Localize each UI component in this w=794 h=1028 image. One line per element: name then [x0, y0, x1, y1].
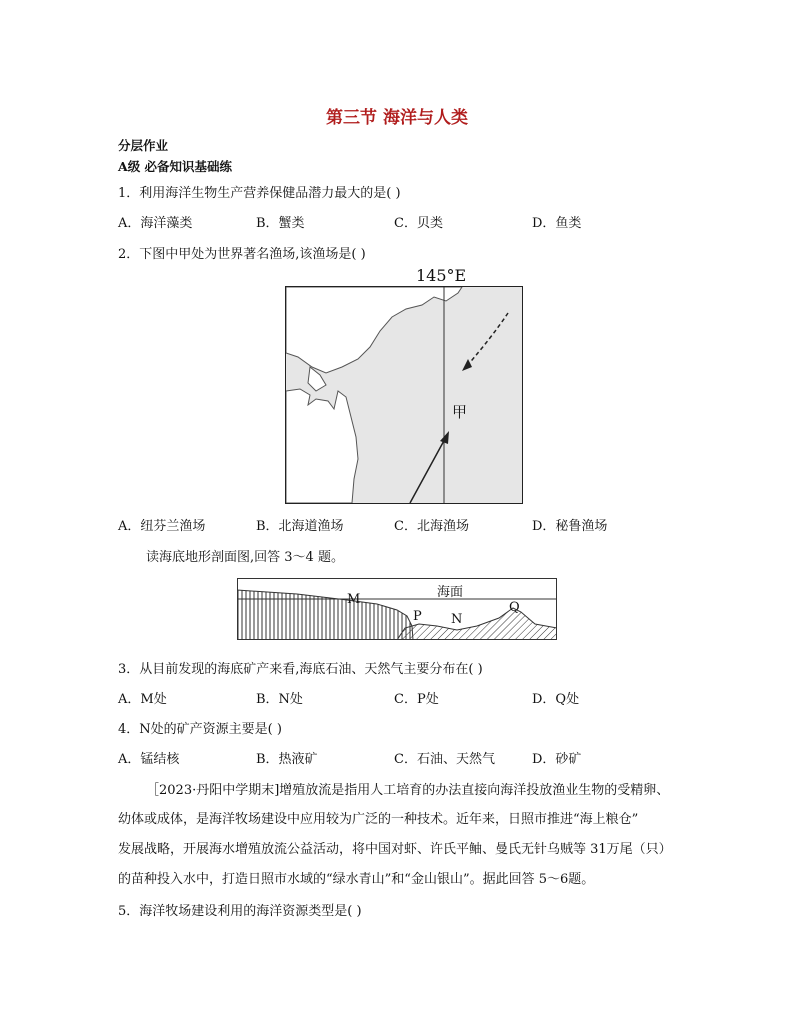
honshu-land: [286, 389, 358, 503]
q4-option-d: D．砂矿: [532, 752, 582, 767]
section-heading: 分层作业: [118, 138, 169, 153]
q3-option-a: A．M处: [118, 692, 167, 707]
point-jia-label: 甲: [452, 403, 468, 421]
current-arrow: [466, 313, 508, 367]
profile-label-q: Q: [509, 600, 520, 615]
q3-option-d: D．Q处: [532, 692, 580, 707]
q2-option-a: A．纽芬兰渔场: [118, 519, 206, 534]
question-5-stem: 5．海洋牧场建设利用的海洋资源类型是( ): [118, 904, 362, 919]
map-drawing: [286, 287, 522, 503]
profile-label-p: P: [413, 609, 422, 624]
q2-option-d: D．秘鲁渔场: [532, 519, 608, 534]
level-heading: A级 必备知识基础练: [118, 159, 233, 174]
q3-option-c: C．P处: [394, 692, 439, 707]
profile-label-n: N: [451, 612, 463, 627]
question-2-stem: 2．下图中甲处为世界著名渔场,该渔场是( ): [118, 247, 366, 262]
q1-option-b: B．蟹类: [256, 216, 305, 231]
q3-option-b: B．N处: [256, 692, 303, 707]
profile-label-m: M: [347, 592, 361, 607]
page-title: 第三节 海洋与人类: [326, 108, 468, 128]
q2-option-c: C．北海渔场: [394, 519, 469, 534]
q1-option-d: D．鱼类: [532, 216, 582, 231]
q4-option-a: A．锰结核: [118, 752, 180, 767]
pointer-arrow: [410, 437, 446, 503]
intro-3-4: 读海底地形剖面图,回答 3～4 题。: [146, 550, 344, 565]
longitude-label: 145°E: [416, 266, 467, 285]
q4-option-b: B．热液矿: [256, 752, 318, 767]
question-3-stem: 3．从目前发现的海底矿产来看,海底石油、天然气主要分布在( ): [118, 662, 483, 677]
passage-line-3: 发展战略，开展海水增殖放流公益活动，将中国对虾、许氏平鲉、曼氏无针乌贼等 31万尾（只）: [118, 842, 672, 857]
hokkaido-land: [286, 287, 462, 373]
question-4-stem: 4．N处的矿产资源主要是( ): [118, 722, 282, 737]
seabed-profile: [237, 578, 557, 640]
passage-line-1: ［2023·丹阳中学期末]增殖放流是指用人工培育的办法直接向海洋投放渔业生物的受精卵、: [146, 783, 670, 798]
current-arrowhead: [462, 359, 472, 371]
passage-line-4: 的苗种投入水中，打造日照市水域的“绿水青山”和“金山银山”。据此回答 5～6题。: [118, 872, 595, 887]
q2-option-b: B．北海道渔场: [256, 519, 344, 534]
q4-option-c: C．石油、天然气: [394, 752, 495, 767]
fishing-ground-map: [285, 286, 523, 504]
q1-option-c: C．贝类: [394, 216, 443, 231]
passage-line-2: 幼体或成体，是海洋牧场建设中应用较为广泛的一种技术。近年来，日照市推进“海上粮仓”: [118, 812, 639, 827]
sea-surface-label: 海面: [437, 585, 464, 600]
q1-option-a: A．海洋藻类: [118, 216, 193, 231]
question-1-stem: 1．利用海洋生物生产营养保健品潜力最大的是( ): [118, 186, 401, 201]
